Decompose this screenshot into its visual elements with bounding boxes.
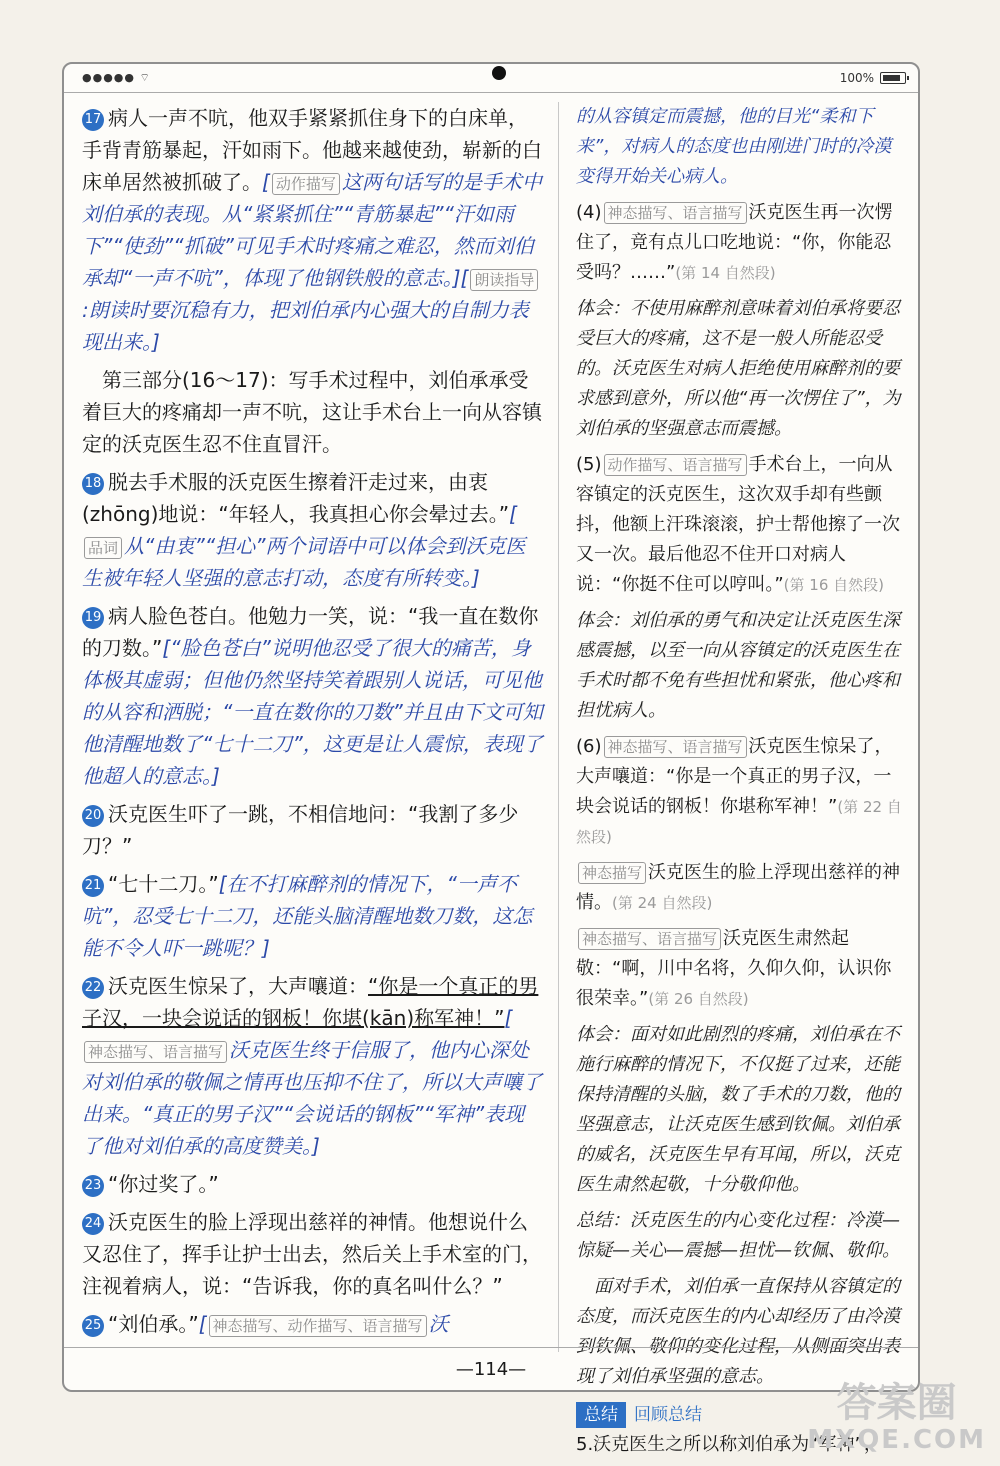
item-4-feel: 体会：不使用麻醉剂意味着刘伯承将要忍受巨大的疼痛，这不是一般人所能忍受的。沃克医生对病人拒绝使用麻醉剂的要求感到意外，所以他“再一次愣住了”，为刘伯承的坚强意志而震撼。 [576,298,901,439]
annotation-tag: 动作描写 [272,173,340,195]
closing-paragraph: 面对手术，刘伯承一直保持从容镇定的态度，而沃克医生的内心却经历了由冷漠到钦佩、敬仰的变化过程，从侧面突出表现了刘伯承坚强的意志。 [576,1276,900,1387]
paragraph-number: 18 [82,473,104,495]
annotation-tag: 神态描写、语言描写 [604,202,747,224]
annotation-tag: 品词 [84,537,122,559]
status-bar [64,64,918,93]
item-8: 神态描写、语言描写 沃克医生肃然起敬：“啊，川中名将，久仰久仰，认识你很荣幸。”(第 26 自然段) [576,928,892,1009]
signal-icon: ●●●●● ⌔ [82,71,151,84]
annotation-note: “脸色苍白”说明他忍受了很大的痛苦，身体极其虚弱；但他仍然坚持笑着跟别人说话，可见他的从容和洒脱；“一直在数你的刀数”并且由下文可知他清醒地数了“七十二刀”，这更是让人震惊，表现了他超人的意志。 [82,636,543,788]
watermark-text: 答案圈 [836,1380,957,1426]
annotation-note: 朗读时要沉稳有力，把刘伯承内心强大的自制力表现出来。 [82,298,529,354]
annotation-tag: 神态描写、动作描写、语言描写 [209,1315,427,1337]
paragraph-text: “七十二刀。” [108,872,219,896]
paragraph-number: 17 [82,109,104,131]
item-7: 神态描写 沃克医生的脸上浮现出慈祥的神情。(第 24 自然段) [576,862,901,913]
column-divider [558,102,559,1352]
conclusion: 总结：沃克医生的内心变化过程：冷漠—惊疑—关心—震撼—担忧—钦佩、敬仰。 [576,1210,900,1261]
paragraph-number: 23 [82,1175,104,1197]
paragraph-number: 19 [82,607,104,629]
paragraph-text: 沃克医生吓了一跳，不相信地问：“我割了多少刀？” [82,802,519,858]
paragraph-24 [82,1206,544,1302]
annotation-tag: 朗读指导 [470,269,538,291]
battery-icon [880,72,906,84]
annotation-note: 从“由衷”“担心”两个词语中可以体会到沃克医生被年轻人坚强的意志打动，态度有所转变。 [82,534,526,590]
paragraph-20 [82,798,544,862]
annotation-tag: 神态描写、语言描写 [604,736,747,758]
page-number: —114— [455,1359,527,1380]
continued-note: 的从容镇定而震撼，他的目光“柔和下来”，对病人的态度也由刚进门时的冷漠变得开始关心病人。 [576,106,892,187]
paragraph-text: 沃克医生的脸上浮现出慈祥的神情。他想说什么又忍住了，挥手让护士出去，然后关上手术室的门，注视着病人，说：“告诉我，你的真名叫什么？” [82,1210,542,1298]
annotation-tag: 神态描写、语言描写 [578,928,721,950]
watermark-logo [807,1381,986,1455]
paragraph-text: “刘伯承。” [108,1312,199,1336]
right-column [576,102,908,1466]
paragraph-ref: (第 26 自然段) [648,990,749,1008]
annotation-tag: 动作描写、语言描写 [604,454,747,476]
page-footer [64,1347,918,1392]
annotation-note: 在不打麻醉剂的情况下，“一声不吭”，忍受七十二刀，还能头脑清醒地数刀数，这怎能不令人吓一跳呢？ [82,872,533,960]
paragraph-number: 21 [82,875,104,897]
annotation-tag: 神态描写、语言描写 [84,1041,227,1063]
paragraph-23 [82,1168,544,1200]
item-5: (5) 动作描写、语言描写 手术台上，一向从容镇定的沃克医生，这次双手却有些颤抖，他额上汗珠滚滚，护士帮他擦了一次又一次。最后他忍不住开口对病人说：“你挺不住可以哼叫。”(第 16 自然段) [576,454,900,595]
watermark-url: MXQE.COM [807,1425,986,1455]
paragraph-22: 22 沃克医生惊呆了，大声嚷道：“你是一个真正的男子汉，一块会说话的钢板！你堪(kān)称军神！”[神态描写、语言描写 沃克医生终于信服了，他内心深处对刘伯承的敬佩之情再也压抑不住了，所以大声嚷了出来。“真正的男子汉”“会说话的钢板”“军神”表现了他对刘伯承的高度赞美。] [82,974,542,1158]
camera-dot [492,66,506,80]
paragraph-text: 病人脸色苍白。他勉力一笑，说：“我一直在数你的刀数。” [82,604,539,660]
item-6: (6) 神态描写、语言描写 沃克医生惊呆了，大声嚷道：“你是一个真正的男子汉，一块会说话的钢板！你堪称军神！”(第 22 自然段) [576,736,902,846]
paragraph-ref: (第 14 自然段) [675,264,776,282]
left-column [82,102,544,1346]
paragraph-text: 脱去手术服的沃克医生擦着汗走过来，由衷(zhōng)地说：“年轻人，我真担心你会晕过去。” [82,470,510,526]
item-8-feel: 体会：面对如此剧烈的疼痛，刘伯承在不施行麻醉的情况下，不仅挺了过来，还能保持清醒的头脑，数了手术的刀数，他的坚强意志，让沃克医生感到钦佩。刘伯承的威名，沃克医生早有耳闻，所以，沃克医生肃然起敬，十分敬仰他。 [576,1024,900,1195]
summary-badge: 总结 [576,1402,626,1428]
paragraph-text: “你过奖了。” [108,1172,219,1196]
underlined-quote: “你是一个真正的男子汉，一块会说话的钢板！你堪(kān)称军神！” [82,974,539,1030]
summary-title: 回顾总结 [634,1405,702,1425]
paragraph-text: 病人一声不吭，他双手紧紧抓住身下的白床单，手背青筋暴起，汗如雨下。他越来越使劲，崭新的白床单居然被抓破了。 [82,106,542,194]
annotation-note: 沃 [428,1312,449,1336]
item-5-feel: 体会：刘伯承的勇气和决定让沃克医生深感震撼，以至一向从容镇定的沃克医生在手术时都不免有些担忧和紧张，他心疼和担忧病人。 [576,610,900,721]
paragraph-17: 17 病人一声不吭，他双手紧紧抓住身下的白床单，手背青筋暴起，汗如雨下。他越来越使劲，崭新的白床单居然被抓破了。[ 动作描写 这两句话写的是手术中刘伯承的表现。从“紧紧抓住”“青筋暴起”“汗如雨下”“使劲”“抓破”可见手术时疼痛之难忍，然而刘伯承却“一声不吭”，体现了他钢铁般的意志。][ 朗读指导:朗读时要沉稳有力，把刘伯承内心强大的自制力表现出来。] [82,106,542,354]
battery-percent: 100% [839,71,874,85]
annotation-note: 这两句话写的是手术中刘伯承的表现。从“紧紧抓住”“青筋暴起”“汗如雨下”“使劲”“抓破”可见手术时疼痛之难忍，然而刘伯承却“一声不吭”，体现了他钢铁般的意志。 [82,170,542,290]
paragraph-ref: (第 24 自然段) [612,894,713,912]
paragraph-number: 24 [82,1213,104,1235]
annotation-note: 沃克医生终于信服了，他内心深处对刘伯承的敬佩之情再也压抑不住了，所以大声嚷了出来。“真正的男子汉”“会说话的钢板”“军神”表现了他对刘伯承的高度赞美。 [82,1038,542,1158]
paragraph-text: 沃克医生惊呆了，大声嚷道： [108,974,368,998]
paragraph-number: 20 [82,805,104,827]
item-4: (4) 神态描写、语言描写 沃克医生再一次愣住了，竟有点儿口吃地说：“你，你能忍受吗？……”(第 14 自然段) [576,202,893,283]
question-5: 5.沃克医生之所以称刘伯承为“军神”， [576,1434,882,1455]
paragraph-ref: (第 22 自然段) [576,798,902,846]
paragraph-21: 21 “七十二刀。”[在不打麻醉剂的情况下，“一声不吭”，忍受七十二刀，还能头脑清醒地数刀数，这怎能不令人吓一跳呢？] [82,872,533,960]
paragraph-number: 22 [82,977,104,999]
paragraph-ref: (第 16 自然段) [783,576,884,594]
paragraph-19: 19 病人脸色苍白。他勉力一笑，说：“我一直在数你的刀数。”[“脸色苍白”说明他忍受了很大的痛苦，身体极其虚弱；但他仍然坚持笑着跟别人说话，可见他的从容和洒脱；“一直在数你的刀数”并且由下文可知他清醒地数了“七十二刀”，这更是让人震惊，表现了他超人的意志。] [82,604,543,788]
part-three-summary: 第三部分(16～17)：写手术过程中，刘伯承承受着巨大的疼痛却一声不吭，这让手术台上一向从容镇定的沃克医生忍不住直冒汗。 [82,368,542,456]
paragraph-18: 18 脱去手术服的沃克医生擦着汗走过来，由衷(zhōng)地说：“年轻人，我真担心你会晕过去。”[品词 从“由衷”“担心”两个词语中可以体会到沃克医生被年轻人坚强的意志打动，态度有所转变。] [82,470,526,590]
annotation-tag: 神态描写 [578,862,646,884]
paragraph-number: 25 [82,1315,104,1337]
paragraph-25: 25 “刘伯承。”[ 神态描写、动作描写、语言描写 沃 [82,1308,544,1340]
